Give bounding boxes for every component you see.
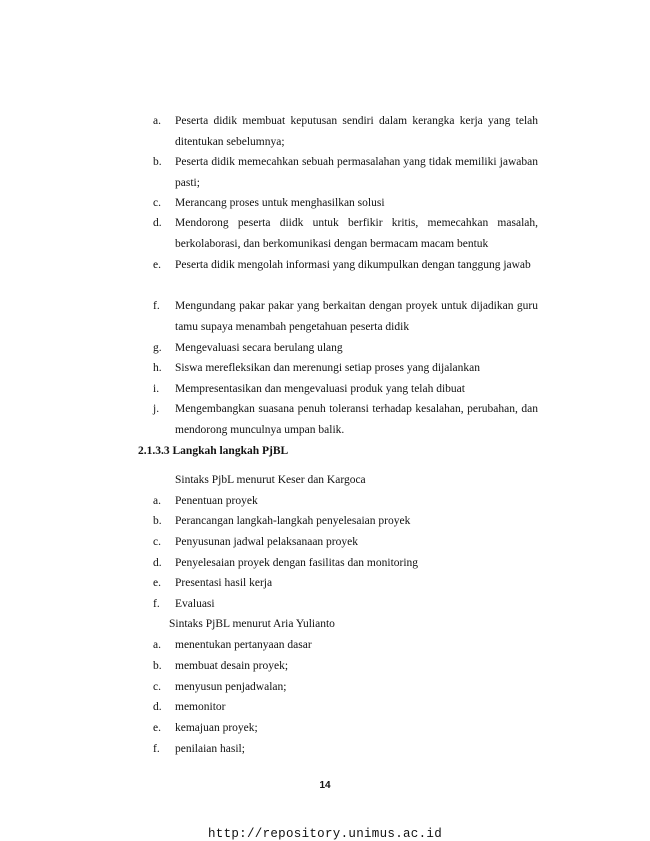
list-marker: e.	[153, 259, 161, 271]
list-item	[153, 296, 538, 337]
list-marker: b.	[153, 515, 162, 527]
list-marker: c.	[153, 681, 161, 693]
list-item	[153, 635, 538, 656]
list-item	[153, 213, 538, 254]
list-marker: f.	[153, 300, 160, 312]
list-text: Mempresentasikan dan mengevaluasi produk yang telah dibuat	[175, 383, 465, 395]
page-number: 14	[319, 780, 331, 791]
list-text: kemajuan proyek;	[175, 722, 258, 734]
list-marker: e.	[153, 722, 161, 734]
list-item	[153, 491, 538, 512]
list-text: Perancangan langkah-langkah penyelesaian proyek	[175, 515, 411, 527]
list-text: Mengevaluasi secara berulang ulang	[175, 342, 343, 354]
section-heading: 2.1.3.3 Langkah langkah PjBL	[138, 445, 289, 457]
list-item	[153, 718, 538, 739]
list-text: Penentuan proyek	[175, 495, 258, 507]
list-item	[153, 358, 538, 379]
list-text: Mengundang pakar pakar yang berkaitan dengan proyek untuk dijadikan guru tamu supaya menambah pengetahuan peserta didik	[175, 300, 538, 333]
list-marker: c.	[153, 536, 161, 548]
list-item	[153, 193, 538, 214]
list-marker: b.	[153, 660, 162, 672]
footer-url: http://repository.unimus.ac.id	[207, 827, 443, 841]
list-text: Siswa merefleksikan dan merenungi setiap proses yang dijalankan	[175, 362, 480, 374]
list-marker: a.	[153, 115, 161, 127]
list-text: Penyusunan jadwal pelaksanaan proyek	[175, 536, 358, 548]
list-item	[153, 677, 538, 698]
list-marker: c.	[153, 197, 161, 209]
list-marker: d.	[153, 701, 162, 713]
paragraph-intro: Sintaks PjbL menurut Keser dan Kargoca	[175, 474, 366, 486]
list-text: memonitor	[175, 701, 226, 713]
list-item	[153, 379, 538, 400]
list-marker: i.	[153, 383, 160, 395]
list-marker: d.	[153, 217, 162, 229]
list-item	[153, 553, 538, 574]
list-item	[153, 532, 538, 553]
list-item	[153, 656, 538, 677]
list-text: penilaian hasil;	[175, 743, 245, 755]
list-item	[153, 739, 538, 760]
list-item	[153, 697, 538, 718]
list-marker: a.	[153, 495, 161, 507]
list-item	[153, 338, 538, 359]
list-marker: f.	[153, 598, 160, 610]
list-text: Evaluasi	[175, 598, 215, 610]
list-text: Peserta didik memecahkan sebuah permasalahan yang tidak memiliki jawaban pasti;	[175, 156, 538, 189]
list-marker: h.	[153, 362, 162, 374]
list-marker: d.	[153, 557, 162, 569]
list-text: membuat desain proyek;	[175, 660, 289, 672]
list-text: Merancang proses untuk menghasilkan solusi	[175, 197, 385, 209]
list-item	[153, 573, 538, 594]
list-item	[153, 255, 538, 276]
list-text: Penyelesaian proyek dengan fasilitas dan monitoring	[175, 557, 419, 569]
list-item	[153, 399, 538, 440]
list-marker: e.	[153, 577, 161, 589]
list-text: menyusun penjadwalan;	[175, 681, 287, 693]
list-item	[153, 511, 538, 532]
list-marker: f.	[153, 743, 160, 755]
list-text: Mengembangkan suasana penuh toleransi terhadap kesalahan, perubahan, dan mendorong munculnya umpan balik.	[175, 403, 538, 436]
list-item	[153, 594, 538, 615]
list-marker: a.	[153, 639, 161, 651]
list-item	[153, 152, 538, 193]
list-item	[153, 111, 538, 152]
paragraph-intro: Sintaks PjBL menurut Aria Yulianto	[169, 618, 335, 630]
list-text: Peserta didik mengolah informasi yang dikumpulkan dengan tanggung jawab	[175, 259, 531, 271]
list-text: Presentasi hasil kerja	[175, 577, 273, 589]
list-marker: j.	[153, 403, 160, 415]
list-text: Peserta didik membuat keputusan sendiri dalam kerangka kerja yang telah ditentukan sebelumnya;	[175, 115, 538, 148]
list-marker: b.	[153, 156, 162, 168]
list-marker: g.	[153, 342, 162, 354]
list-text: menentukan pertanyaan dasar	[175, 639, 312, 651]
list-text: Mendorong peserta diidk untuk berfikir kritis, memecahkan masalah, berkolaborasi, dan berkomunikasi dengan bermacam macam bentuk	[175, 217, 538, 250]
